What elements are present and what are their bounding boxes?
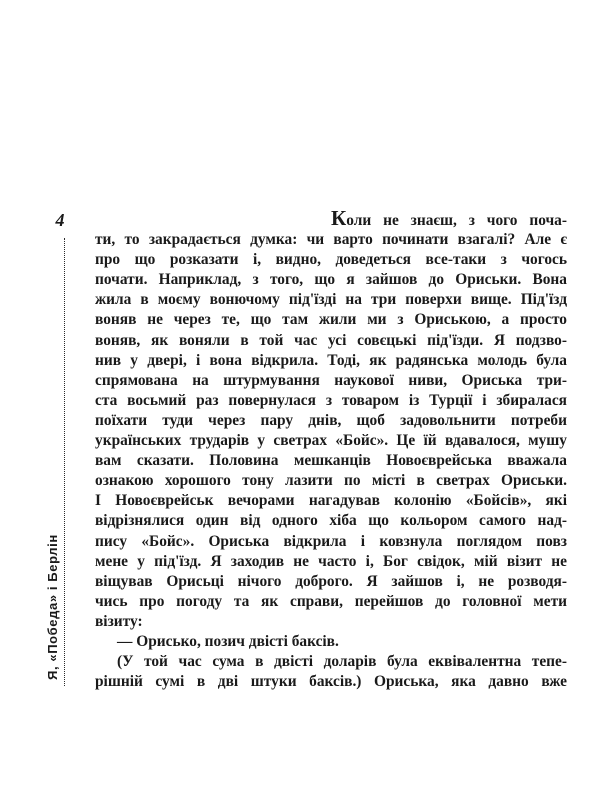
text-line: ти, то закрадається думка: чи варто починати взагалі? Але є (95, 231, 567, 249)
text-line: рішній сумі в дві штуки баксів.) Ориська, яка давно вже (95, 673, 567, 691)
text-line: нив у двері, і вона відкрила. Тоді, як радянська молодь була (95, 351, 567, 369)
text-line: вам сказати. Половина мешканців Новоєврейська вважала (95, 452, 567, 470)
text-line: ознакою хорошого тону лазити по місті в светрах Ориськи. (95, 472, 567, 490)
text-line: чись про погоду та як справи, перейшов до головної мети (95, 592, 567, 610)
text-line: воняв не через те, що там жили ми з Ориською, а просто (95, 311, 567, 329)
text-line: І Новоєврейськ вечорами нагадував колонію «Бойсів», які (95, 492, 567, 510)
text-line: воняв, як воняли в той час усі совєцькі під'їзди. Я подзво- (95, 331, 567, 349)
opening-line-text: оли не знаєш, з чого поча- (346, 212, 567, 229)
text-line: почати. Наприклад, з того, що я зайшов до Ориськи. Вона (95, 271, 567, 289)
text-line: про що розказати і, видно, доведеться все-таки з чогось (95, 251, 567, 269)
body-text (95, 206, 567, 692)
page-number: 4 (55, 210, 65, 230)
text-line: спрямована на штурмування наукової ниви, Ориська три- (95, 371, 567, 389)
text-line: ста восьмий раз повернулася з товаром із Турції і збиралася (95, 391, 567, 409)
dotted-margin-rule (64, 238, 65, 686)
initial-capital: К (331, 206, 347, 230)
text-line: візиту: (95, 612, 143, 630)
text-line: мене у під'їзд. Я заходив не часто і, Бог свідок, мій візит не (95, 552, 567, 570)
text-line: жила в моєму вонючому під'їзді на три поверхи вище. Під'їзд (95, 291, 567, 309)
dialogue-line: — Орисько, позич двісті баксів. (117, 632, 339, 650)
running-head (43, 238, 63, 686)
text-line: українських трударів у светрах «Бойс». Це їй вдавалося, мушу (95, 432, 567, 450)
text-line-opening (95, 206, 567, 230)
text-line: відрізнялися один від одного хіба що кольором самого над- (95, 512, 567, 530)
text-line: пису «Бойс». Ориська відкрила і ковзнула поглядом повз (95, 532, 567, 550)
text-line: (У той час сума в двісті доларів була еквівалентна тепе- (117, 653, 567, 671)
text-line: віщував Орисьці нічого доброго. Я зайшов і, не розводя- (95, 572, 567, 590)
running-head-text: Я, «Победа» і Берлін (45, 534, 60, 680)
text-line: поїхати туди через пару днів, щоб задовольнити потреби (95, 411, 567, 429)
